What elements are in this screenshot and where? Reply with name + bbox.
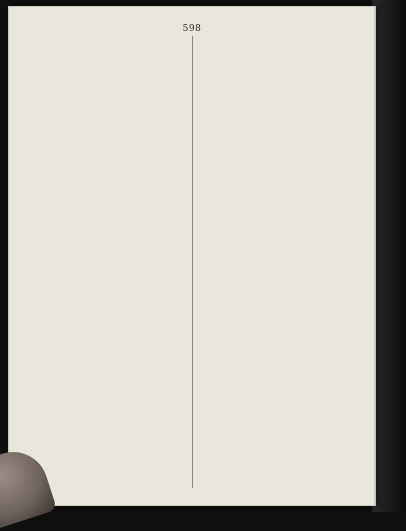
column-divider (192, 36, 193, 488)
text-column-right (198, 36, 366, 488)
text-column-left (20, 36, 188, 488)
page-edge (374, 6, 376, 506)
page-number: 598 (182, 24, 202, 34)
background-binding (372, 0, 406, 512)
book-page (8, 6, 376, 506)
